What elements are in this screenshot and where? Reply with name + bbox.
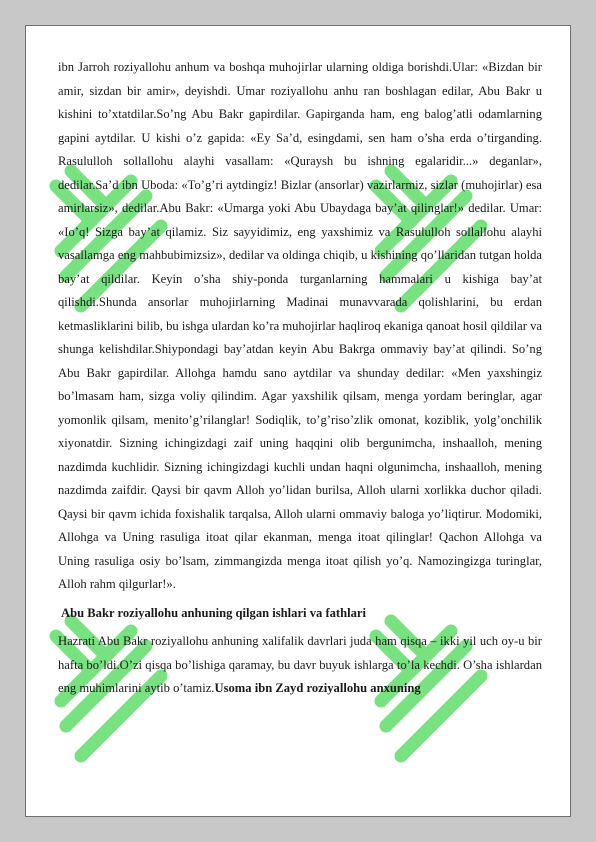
body-paragraph: ibn Jarroh roziyallohu anhum va boshqa muhojirlar ularning oldiga borishdi.Ular: «Bizdan bir amir, sizdan bir amir», deyishdi. Umar roziyallohu anhu ran boshlagan edilar, Abu Bakr u kishini to’xtatdilar.So’ng Abu Bakr gapirdilar. Gapirganda ham, eng balog’atli odamlarning gapini aytdilar. U kishi o’z gapida: «Ey Sa’d, esingdami, sen ham o’sha erda o’tirganding. Rasululloh sollallohu alayhi vasallam: «Quraysh bu ishning egalaridir...» deganlar», dedilar.Sa’d ibn Uboda: «To’g’ri aytdingiz! Bizlar (ansorlar) vazirlarmiz, sizlar (muhojirlar) esa amirlarsiz», dedilar.Abu Bakr: «Umarga yoki Abu Ubaydaga bay’at qilinglar!» dedilar. Umar: «Io’q! Sizga bay’at qilamiz. Siz sayyidimiz, eng yaxshimiz va Rasululloh sollallohu alayhi vasallamga eng mahbubimizsiz», dedilar va oldinga chiqib, u kishining qo’llaridan tutgan holda bay’at qildilar. Keyin o’sha shiy-ponda turganlarning hammalari u kishiga bay’at qilishdi.Shunda ansorlar muhojirlarning Madinai munavvarada qolishlarini, bu erdan ketmasliklarini bilib, bu ishga ulardan ko’ra muhojirlar haqliroq ekaniga qanoat hosil qildilar va shunga kelishdilar.Shiypondagi bay’atdan keyin Abu Bakrga ommaviy bay’at qilindi. So’ng Abu Bakr gapirdilar. Allohga hamdu sano aytdilar va shunday dedilar: «Men yaxshingiz bo’lmasam ham, sizga voliy qilindim. Agar yaxshilik qilsam, menga yordam beringlar, agar yomonlik qilsam, menito’g’rilanglar! Sodiqlik, to’g’riso’zlik omonat, koziblik, yolg’onchilik xiyonatdir. Sizning ichingizdagi zaif uning haqqini olib bergunimcha, inshaalloh, mening nazdimda kuchlidir. Sizning ichingizdagi kuchli undan haqni olgunimcha, inshaalloh, mening nazdimda zaifdir. Qaysi bir qavm Alloh yo’lidan burilsa, Alloh ularni xorlikka duchor qiladi. Qaysi bir qavm ichida foxishalik tarqalsa, Alloh ularni ommaviy baloga yo’liqtirur. Modomiki, Allohga va Uning rasuliga itoat qilar ekanman, menga itoat qilinglar! Qachon Allohga va Uning rasuliga osiy bo’lsam, zimmangizda menga itoat qilish yo’q. Namozingizga turinglar, Alloh rahm qilgurlar!». [58, 60, 542, 591]
document-page [25, 25, 571, 817]
body-paragraph [58, 630, 542, 701]
section-heading: Abu Bakr roziyallohu anhuning qilgan ishlari va fathlari [61, 605, 367, 620]
bold-phrase: Usoma ibn Zayd roziyallohu anxuning [214, 681, 421, 695]
document-body [58, 56, 542, 701]
paragraph-text: Hazrati Abu Bakr roziyallohu anhuning xalifalik davrlari juda ham qisqa – ikki yil uch oy-u bir hafta bo’ldi.O’zi qisqa bo’lishiga qaramay, bu davr buyuk ishlarga to’la kechdi. O’sha ishlardan eng muhimlarini aytib o’tamiz. [58, 634, 542, 695]
